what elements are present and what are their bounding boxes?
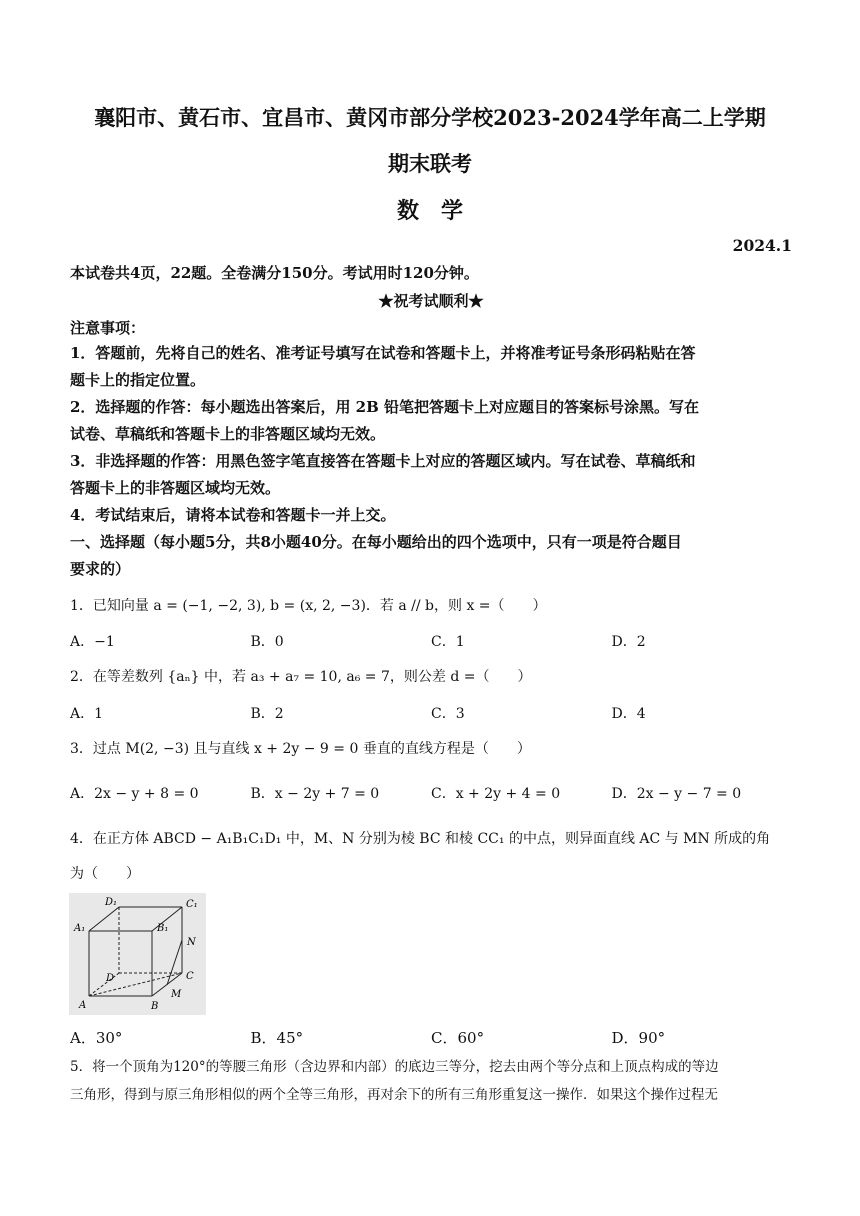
notice-3-line1: 3．非选择题的作答：用黑色签字笔直接答在答题卡上对应的答题区域内。写在试卷、草稿纸和	[70, 452, 696, 470]
question-5-stem-line2: 三角形，得到与原三角形相似的两个全等三角形，再对余下的所有三角形重复这一操作．如果这个操作过程无	[70, 1087, 718, 1103]
q1-option-a: A．−1	[70, 634, 115, 650]
q2-option-b: B．2	[250, 706, 284, 722]
notice-2-line2: 试卷、草稿纸和答题卡上的非答题区域均无效。	[70, 425, 386, 443]
question-2-stem: 2．在等差数列 {aₙ} 中，若 a₃ + a₇ = 10, a₆ = 7，则公差 d =（ ）	[70, 669, 532, 685]
q2-option-a: A．1	[70, 706, 104, 722]
q3-option-c: C．x + 2y + 4 = 0	[431, 786, 561, 802]
question-1-stem: 1．已知向量 a = (−1, −2, 3), b = (x, 2, −3)．若 a // b，则 x =（ ）	[70, 598, 547, 614]
exam-info: 本试卷共4页，22题。全卷满分150分。考试用时120分钟。	[70, 264, 479, 282]
label-N: N	[187, 937, 196, 948]
question-2-options	[70, 703, 792, 723]
question-1-options	[70, 631, 792, 651]
label-M: M	[171, 989, 182, 1000]
section1-heading-line2: 要求的）	[70, 560, 131, 578]
q1-option-b: B．0	[250, 634, 284, 650]
cube-diagram	[69, 893, 206, 1015]
cube-figure	[69, 893, 206, 1015]
question-3-stem: 3．过点 M(2, −3) 且与直线 x + 2y − 9 = 0 垂直的直线方程是（ ）	[70, 741, 531, 757]
label-D1: D₁	[105, 897, 118, 908]
notice-2-line1: 2．选择题的作答：每小题选出答案后，用 2B 铅笔把答题卡上对应题目的答案标号涂黑。写在	[70, 398, 700, 416]
section1-heading-line1: 一、选择题（每小题5分，共8小题40分。在每小题给出的四个选项中，只有一项是符合题目	[70, 533, 682, 551]
label-D: D	[106, 973, 115, 984]
notice-1-line1: 1．答题前，先将自己的姓名、准考证号填写在试卷和答题卡上，并将准考证号条形码粘贴在答	[70, 344, 696, 362]
q4-option-d: D．90°	[611, 1029, 666, 1047]
question-5-stem-line1: 5．将一个顶角为120°的等腰三角形（含边界和内部）的底边三等分，挖去由两个等分点和上顶点构成的等边	[70, 1059, 719, 1075]
q3-option-b: B．x − 2y + 7 = 0	[250, 786, 380, 802]
question-4-options	[70, 1027, 792, 1048]
label-C: C	[186, 971, 194, 982]
q1-option-d: D．2	[611, 634, 646, 650]
q1-option-c: C．1	[431, 634, 465, 650]
label-B: B	[151, 1001, 159, 1012]
label-A: A	[79, 1000, 87, 1011]
exam-title-line1: 襄阳市、黄石市、宜昌市、黄冈市部分学校2023-2024学年高二上学期	[94, 105, 766, 130]
exam-title-line2: 期末联考	[388, 151, 472, 176]
subject-title: 数 学	[396, 198, 463, 224]
notice-3-line2: 答题卡上的非答题区域均无效。	[70, 479, 281, 497]
label-B1: B₁	[157, 923, 169, 934]
q4-option-b: B．45°	[250, 1029, 304, 1047]
notice-4: 4．考试结束后，请将本试卷和答题卡一并上交。	[70, 506, 396, 524]
notice-1-line2: 题卡上的指定位置。	[70, 371, 206, 389]
good-luck-line: ★祝考试顺利★	[378, 292, 484, 310]
label-A1: A₁	[74, 923, 86, 934]
question-4-stem-line2: 为（ ）	[70, 866, 140, 882]
question-3-options	[70, 783, 792, 803]
q3-option-d: D．2x − y − 7 = 0	[611, 786, 742, 802]
q2-option-c: C．3	[431, 706, 465, 722]
exam-date: 2024.1	[732, 236, 792, 255]
label-C1: C₁	[186, 899, 198, 910]
question-4-stem-line1: 4．在正方体 ABCD − A₁B₁C₁D₁ 中，M、N 分别为棱 BC 和棱 CC₁ 的中点，则异面直线 AC 与 MN 所成的角	[70, 831, 771, 847]
q3-option-a: A．2x − y + 8 = 0	[70, 786, 199, 802]
notice-title: 注意事项：	[70, 319, 146, 337]
q2-option-d: D．4	[611, 706, 646, 722]
q4-option-c: C．60°	[431, 1029, 485, 1047]
q4-option-a: A．30°	[70, 1029, 123, 1047]
